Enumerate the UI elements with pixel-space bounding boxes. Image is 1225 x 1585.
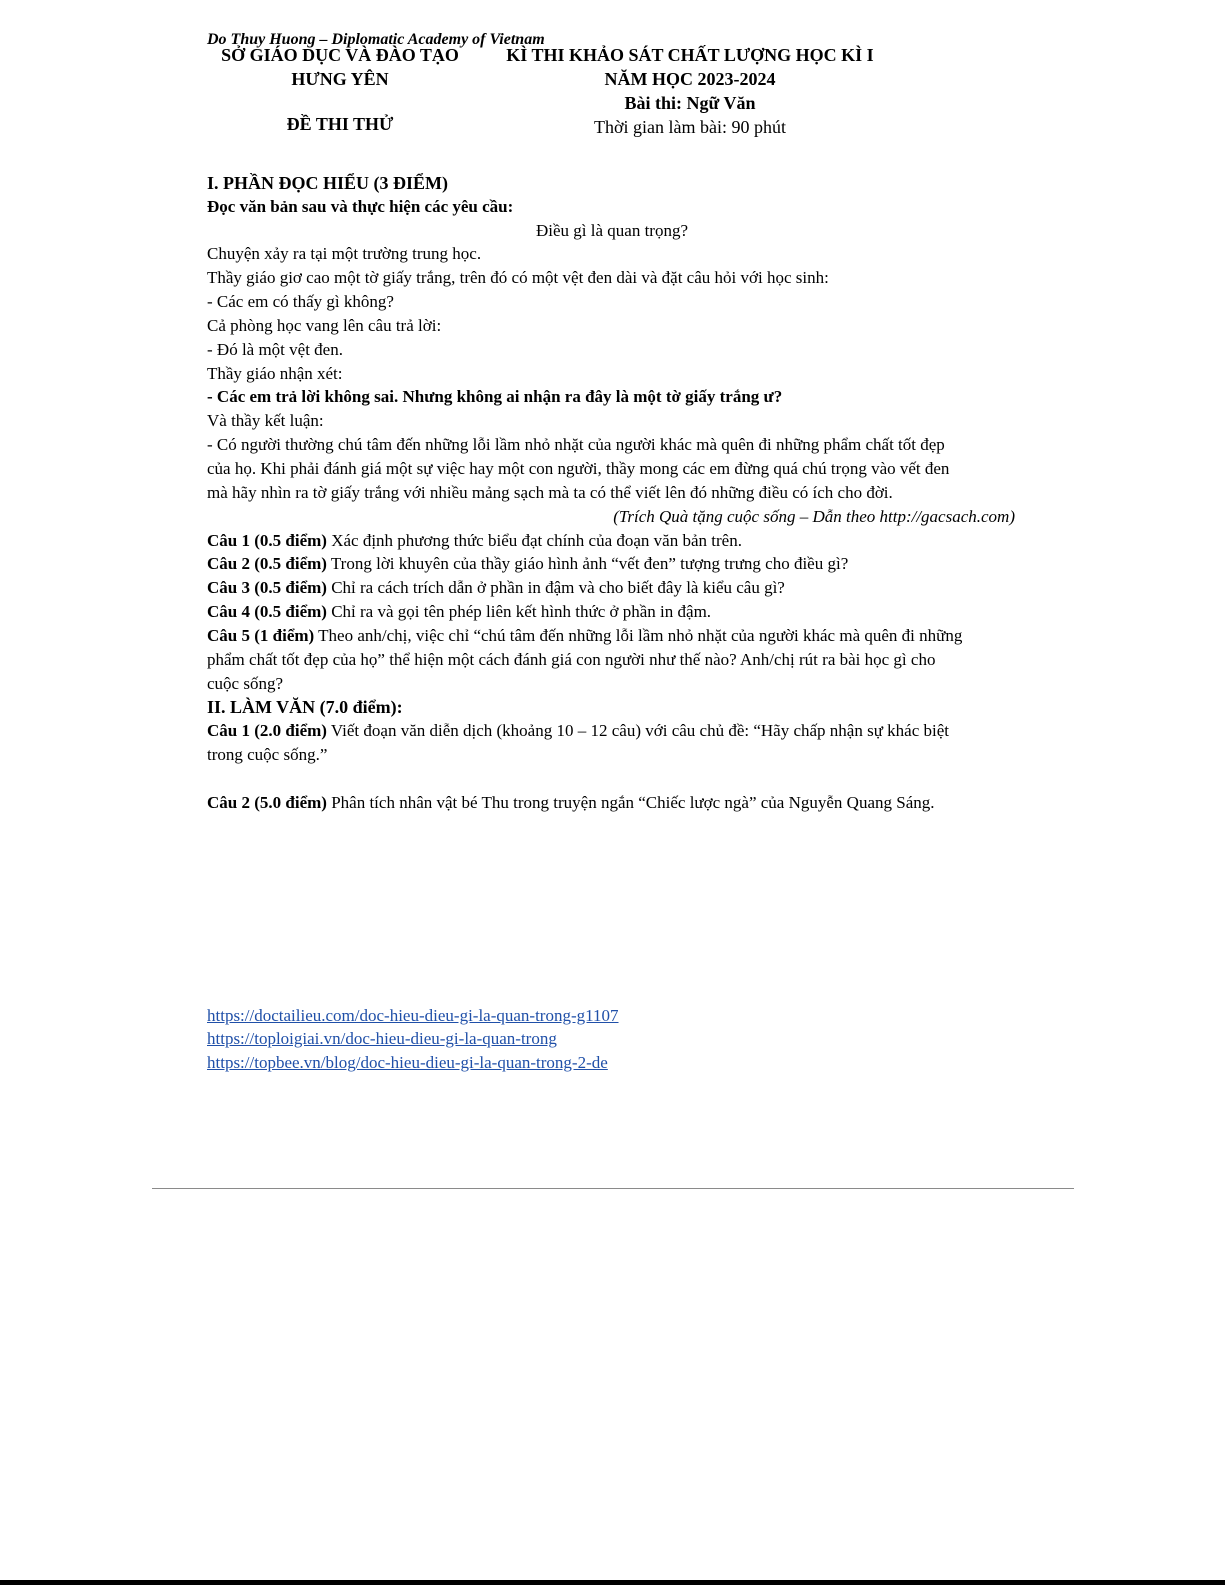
question-text: Chỉ ra cách trích dẫn ở phần in đậm và cho biết đây là kiểu câu gì? xyxy=(326,578,785,597)
story-conclusion-line: của họ. Khi phải đánh giá một sự việc hay một con người, thầy mong các em đừng quá chú trọng vào vết đen xyxy=(207,459,950,478)
question-label: Câu 2 (0.5 điểm) xyxy=(207,554,327,573)
question-4 xyxy=(207,601,711,623)
question-3 xyxy=(207,577,785,599)
question-text: Theo anh/chị, việc chỉ “chú tâm đến những lỗi lầm nhỏ nhặt của người khác mà quên đi những xyxy=(314,626,963,645)
part1-instruction: Đọc văn bản sau và thực hiện các yêu cầu: xyxy=(207,197,514,216)
header-duration: Thời gian làm bài: 90 phút xyxy=(594,117,786,137)
question-text: Phân tích nhân vật bé Thu trong truyện ngắn “Chiếc lược ngà” của Nguyễn Quang Sáng. xyxy=(326,793,935,812)
essay-question-1 xyxy=(207,720,949,742)
header-school-year: NĂM HỌC 2023-2024 xyxy=(604,69,776,89)
story-line: Chuyện xảy ra tại một trường trung học. xyxy=(207,244,482,263)
header-province: HƯNG YÊN xyxy=(291,69,389,89)
question-5 xyxy=(207,625,962,647)
question-label: Câu 5 (1 điểm) xyxy=(207,626,315,645)
question-label: Câu 3 (0.5 điểm) xyxy=(207,578,327,597)
part2-heading: II. LÀM VĂN (7.0 điểm): xyxy=(207,697,403,717)
page-divider xyxy=(152,1188,1074,1189)
question-text: Xác định phương thức biểu đạt chính của đoạn văn bản trên. xyxy=(326,531,742,550)
question-5-continued: cuộc sống? xyxy=(207,674,284,693)
question-label: Câu 1 (0.5 điểm) xyxy=(207,531,327,550)
reference-link[interactable]: https://doctailieu.com/doc-hieu-dieu-gi-la-quan-trong-g1107 xyxy=(207,1006,619,1025)
story-line: - Các em có thấy gì không? xyxy=(207,292,394,311)
story-bold-line: - Các em trả lời không sai. Nhưng không ai nhận ra đây là một tờ giấy trắng ư? xyxy=(207,387,783,406)
header-subject: Bài thi: Ngữ Văn xyxy=(624,93,756,113)
essay-question-1-continued: trong cuộc sống.” xyxy=(207,745,328,764)
watermark-text: Do Thuy Huong – Diplomatic Academy of Vietnam xyxy=(207,31,545,48)
story-title: Điều gì là quan trọng? xyxy=(535,221,688,240)
question-label: Câu 1 (2.0 điểm) xyxy=(207,721,327,740)
question-text: Chỉ ra và gọi tên phép liên kết hình thức ở phần in đậm. xyxy=(326,602,712,621)
essay-question-2 xyxy=(207,792,935,814)
header-exam-type: ĐỀ THI THỬ xyxy=(286,114,394,134)
story-conclusion-line: mà hãy nhìn ra tờ giấy trắng với nhiều mảng sạch mà ta có thể viết lên đó những điều có ích cho đời. xyxy=(207,483,893,502)
header-exam-title: KÌ THI KHẢO SÁT CHẤT LƯỢNG HỌC KÌ I xyxy=(506,45,874,65)
bottom-edge-bar xyxy=(0,1580,1225,1585)
part1-heading: I. PHẦN ĐỌC HIỂU (3 ĐIỂM) xyxy=(207,173,448,193)
question-5-continued: phẩm chất tốt đẹp của họ” thể hiện một cách đánh giá con người như thế nào? Anh/chị rút ra bài học gì cho xyxy=(207,650,936,669)
story-line: - Đó là một vệt đen. xyxy=(207,340,343,359)
story-source: (Trích Quà tặng cuộc sống – Dẫn theo http://gacsach.com) xyxy=(613,507,1015,526)
story-conclusion-line: - Có người thường chú tâm đến những lỗi lầm nhỏ nhặt của người khác mà quên đi những phẩm chất tốt đẹp xyxy=(207,435,945,454)
story-conclusion-intro: Và thầy kết luận: xyxy=(207,411,324,430)
reference-link[interactable]: https://toploigiai.vn/doc-hieu-dieu-gi-la-quan-trong xyxy=(207,1029,557,1048)
question-label: Câu 2 (5.0 điểm) xyxy=(207,793,327,812)
story-line: Thầy giáo giơ cao một tờ giấy trắng, trên đó có một vệt đen dài và đặt câu hỏi với học sinh: xyxy=(207,268,829,287)
question-label: Câu 4 (0.5 điểm) xyxy=(207,602,327,621)
header-department: SỞ GIÁO DỤC VÀ ĐÀO TẠO xyxy=(221,45,459,65)
story-line: Thầy giáo nhận xét: xyxy=(207,364,343,383)
question-text: Trong lời khuyên của thầy giáo hình ảnh “vết đen” tượng trưng cho điều gì? xyxy=(326,554,849,573)
question-1 xyxy=(207,530,742,552)
reference-link[interactable]: https://topbee.vn/blog/doc-hieu-dieu-gi-la-quan-trong-2-de xyxy=(207,1053,608,1072)
question-text: Viết đoạn văn diễn dịch (khoảng 10 – 12 câu) với câu chủ đề: “Hãy chấp nhận sự khác biệt xyxy=(326,721,950,740)
question-2 xyxy=(207,553,848,575)
story-line: Cả phòng học vang lên câu trả lời: xyxy=(207,316,442,335)
